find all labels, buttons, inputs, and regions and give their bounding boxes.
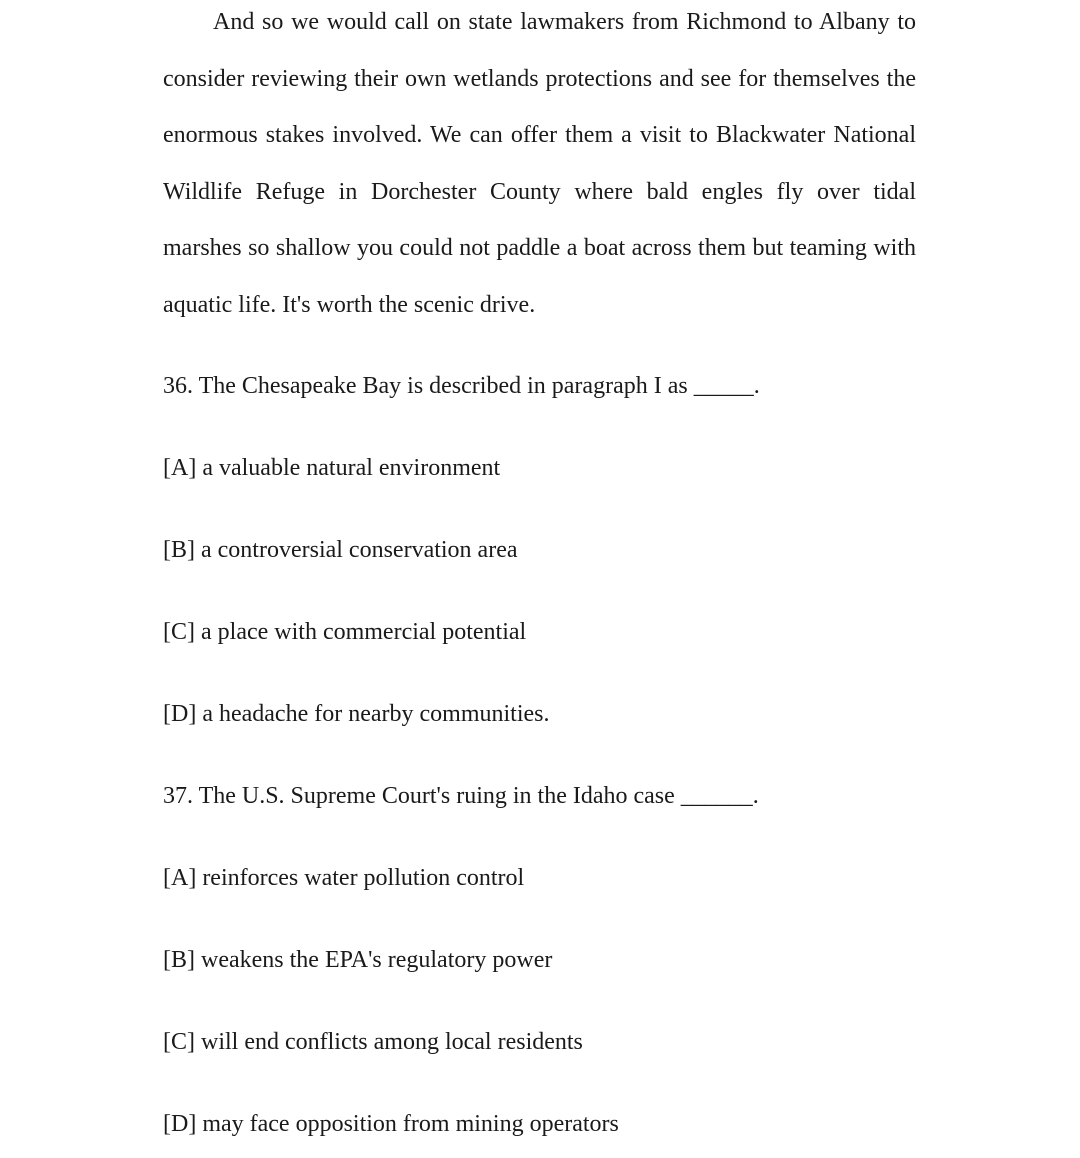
question-37-stem: 37. The U.S. Supreme Court's ruing in the Idaho case ______.: [163, 783, 759, 809]
question-36-option-a: [A] a valuable natural environment: [163, 455, 501, 481]
question-36-option-c: [C] a place with commercial potential: [163, 619, 527, 645]
passage-paragraph: [163, 0, 916, 334]
question-36-option-b: [B] a controversial conservation area: [163, 537, 518, 563]
question-36-stem: 36. The Chesapeake Bay is described in paragraph I as _____.: [163, 373, 760, 399]
question-36-option-d: [D] a headache for nearby communities.: [163, 701, 550, 727]
question-37-option-a: [A] reinforces water pollution control: [163, 865, 525, 891]
question-37-option-c: [C] will end conflicts among local residents: [163, 1029, 583, 1055]
question-37-option-d: [D] may face opposition from mining operators: [163, 1111, 619, 1137]
question-37-option-b: [B] weakens the EPA's regulatory power: [163, 947, 553, 973]
passage-text: And so we would call on state lawmakers from Richmond to Albany to consider reviewing their own wetlands protections and see for themselves the enormous stakes involved. We can offer them a visit to Blackwater National Wildlife Refuge in Dorchester County where bald engles fly over tidal marshes so shallow you could not paddle a boat across them but teaming with aquatic life. It's worth the scenic drive.: [163, 9, 916, 318]
